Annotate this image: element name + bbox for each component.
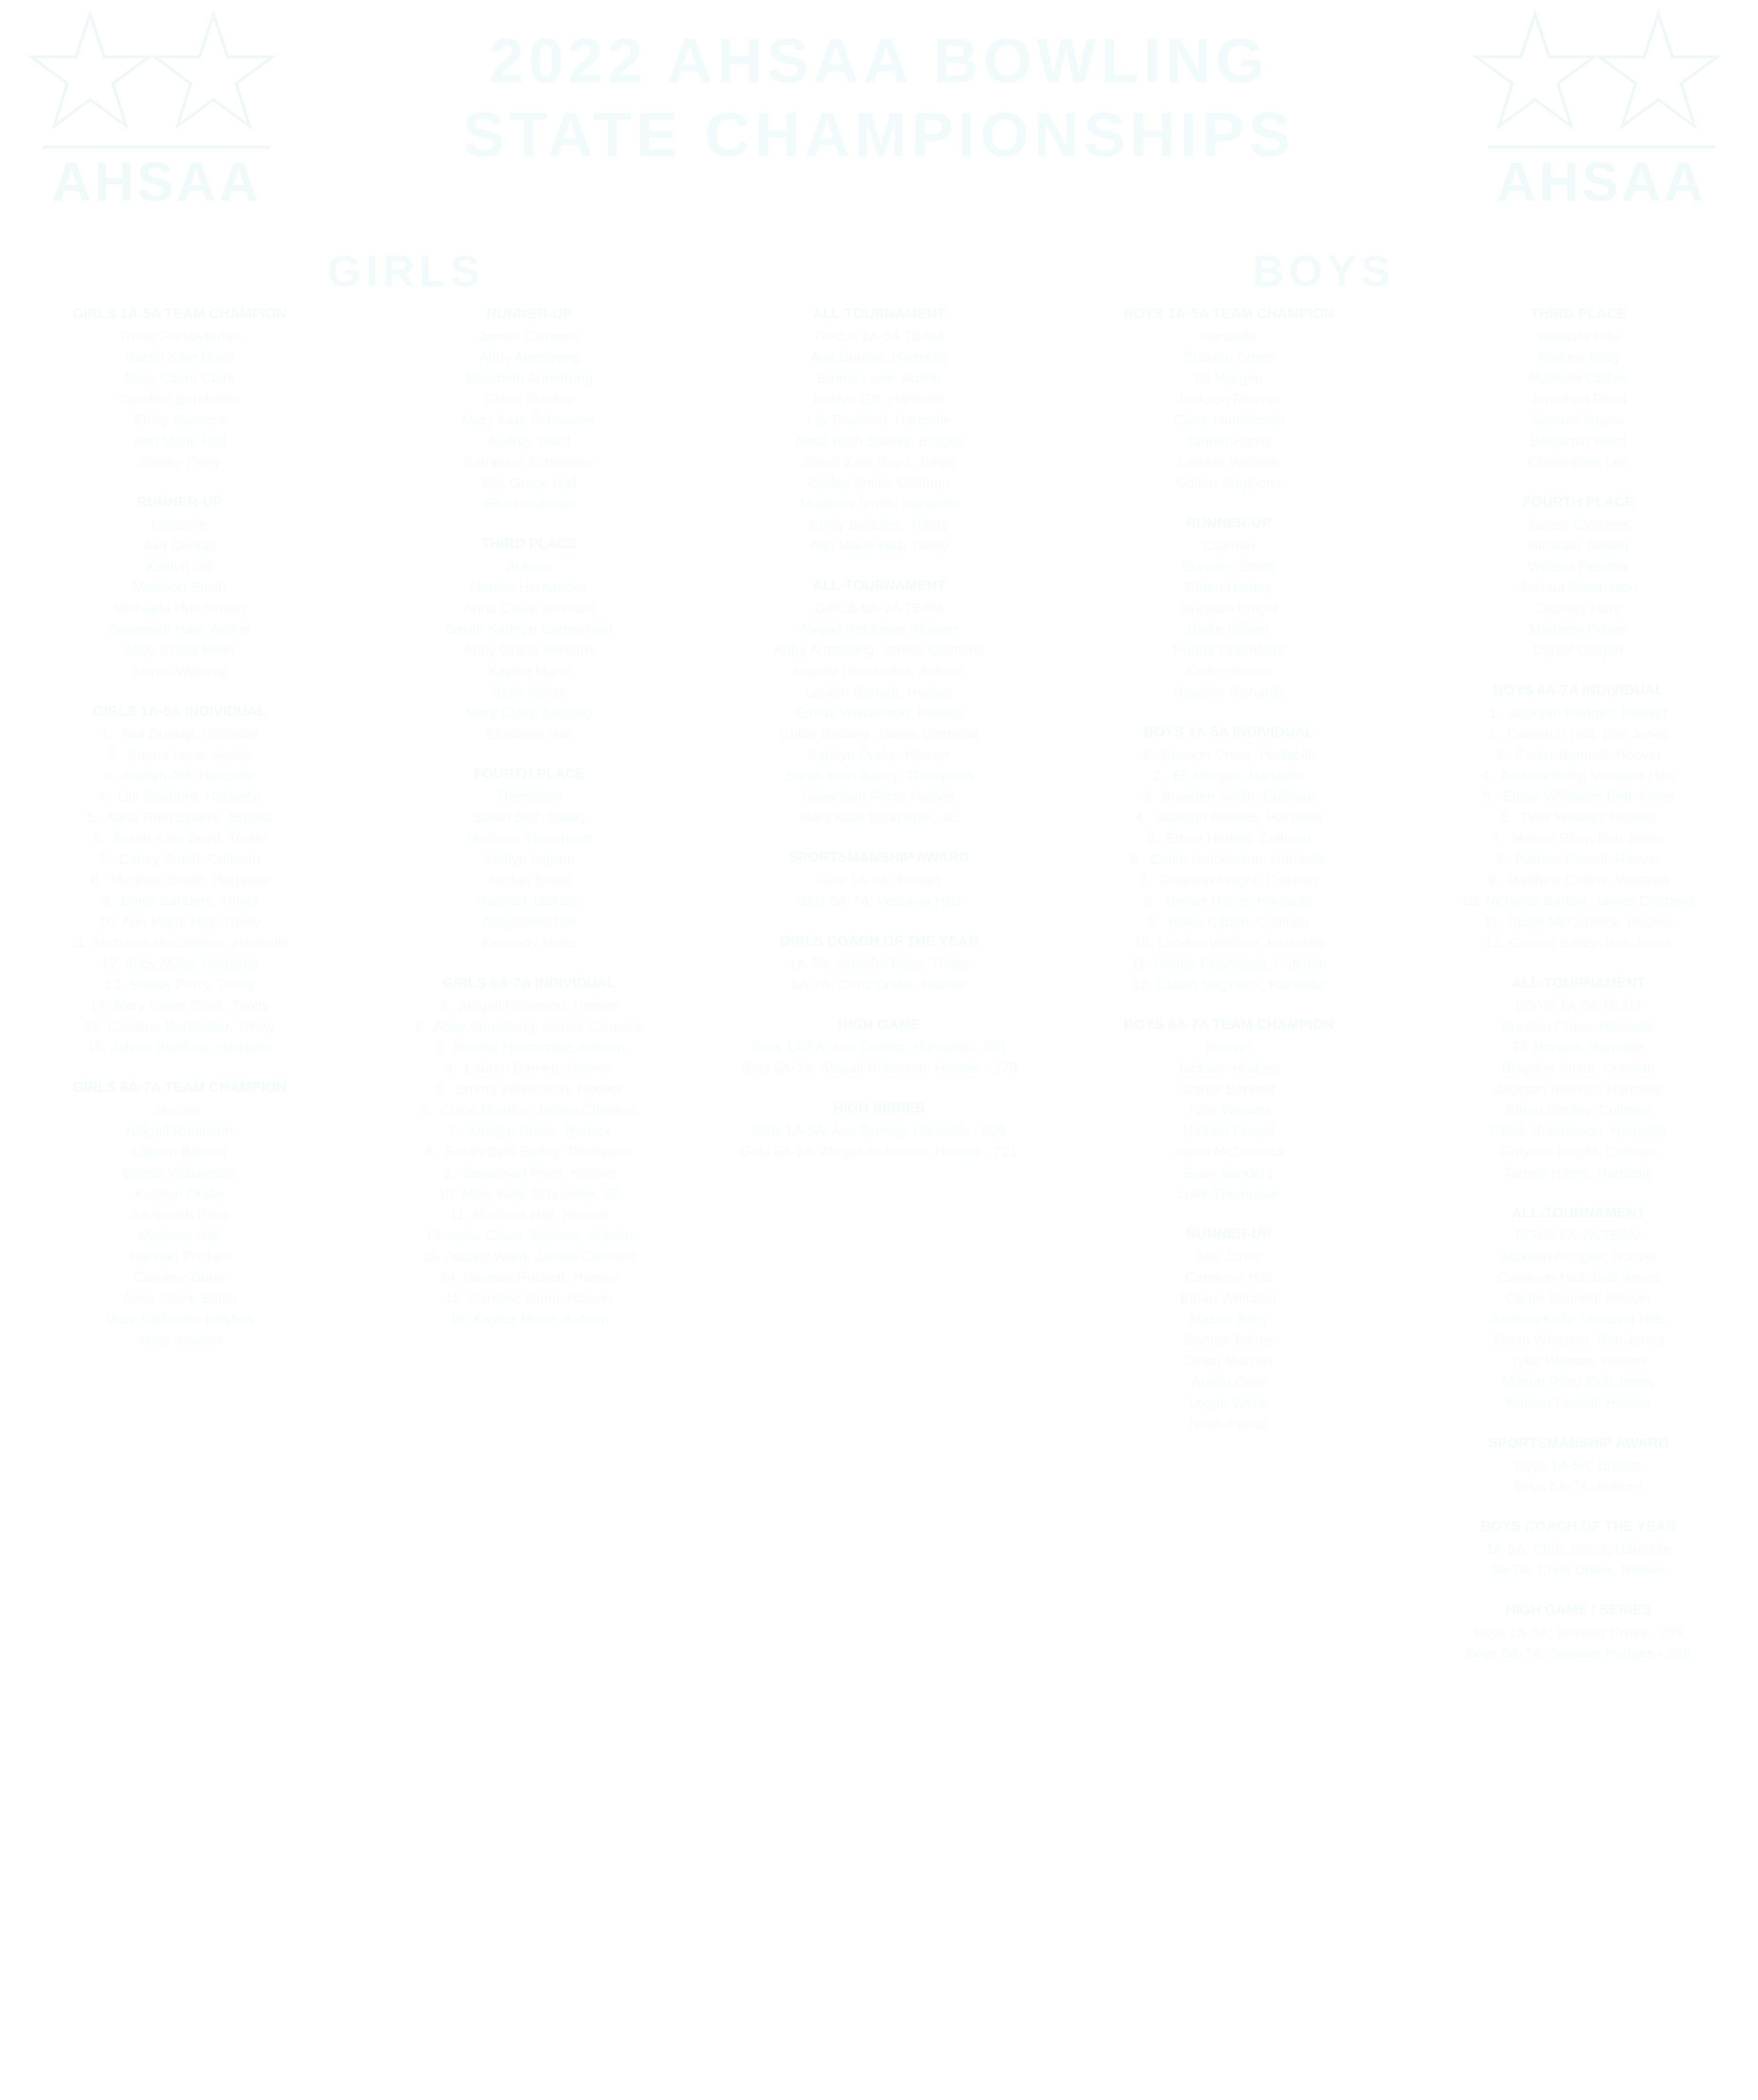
results-block	[366, 764, 693, 954]
result-row: 7. Mason Riley, Bob Jones	[1492, 830, 1665, 847]
results-block	[1415, 680, 1742, 954]
result-row: Natalie Hernandez	[470, 580, 589, 596]
result-row: 1A-5A: Chris Cross, Hartselle	[1485, 1541, 1672, 1557]
result-row: Hannah Prickett	[129, 1248, 231, 1264]
result-row: Jackson Hodges	[1176, 1060, 1282, 1077]
result-row: Nicholas Barton	[1528, 537, 1629, 553]
result-row: Madison Smith, Hartselle	[800, 496, 958, 512]
result-row: Ava Dunlap	[143, 537, 216, 553]
result-row: 2. Cameron Hall, Bob Jones	[1487, 726, 1670, 742]
result-row: 6. Tyler Weaver, Hoover	[1500, 810, 1656, 826]
result-row: Ethan Hartley	[1185, 580, 1272, 596]
block-title: GIRLS 1A-5A INDIVIDUAL	[93, 703, 267, 719]
block-title: GIRLS 1A-5A TEAM CHAMPION	[73, 306, 287, 322]
result-row: Kaden Brown	[1186, 663, 1272, 679]
block-title: HIGH GAME / SERIES	[1505, 1602, 1652, 1618]
results-block	[1415, 973, 1742, 1184]
result-row: Savannah Hale Walker	[107, 621, 252, 637]
boys-column-5	[1404, 304, 1753, 1683]
result-row: 8. Nathan Powell, Hoover	[1496, 851, 1661, 867]
result-row: Boys 6A-7A: Jackson Hodges - 298	[1466, 1646, 1691, 1662]
result-row: Anna Ruth Sparks, Brooks	[795, 433, 963, 449]
result-row: Lauren Barnett, Hoover	[805, 684, 953, 700]
result-row: 7. Carley Smith, Cullman	[99, 851, 260, 867]
result-row: Caroline Dunn	[134, 1270, 225, 1286]
result-row: Ella Grace Hall	[481, 475, 577, 491]
girls-column-3	[704, 304, 1054, 1683]
block-title: GIRLS 6A-7A TEAM CHAMPION	[73, 1079, 287, 1096]
result-row: Sarah Kathryn Carmichael	[445, 621, 613, 637]
result-row: Christopher Lee	[1527, 454, 1629, 470]
result-row: Jalynn Waldrep	[130, 663, 229, 679]
results-block	[715, 931, 1042, 995]
result-row: Kennedy Hicks	[481, 935, 577, 951]
result-row: Jacob McCormick	[1172, 1144, 1286, 1160]
result-row: Katherine Schroeder	[464, 454, 595, 470]
result-row: Abby Newton	[137, 1332, 222, 1348]
result-row: Boys 6A-7A: Auburn	[1514, 1478, 1643, 1494]
result-row: Mason Riley	[1189, 1311, 1268, 1327]
result-row: Abby Armstrong, James Clemens	[773, 642, 985, 658]
result-row: Mary Katherine Hughes	[105, 1311, 255, 1327]
result-row: 9. Blake Gilbert, Cullman	[1148, 914, 1310, 930]
block-title: RUNNER-UP	[1186, 1225, 1272, 1242]
result-row: Vestavia Hills	[1536, 329, 1621, 345]
page-title-line1: 2022 AHSAA BOWLING	[489, 26, 1269, 95]
result-row: Girls 1A-5A: Ava Dunlap, Hartselle - 268	[752, 1039, 1006, 1055]
result-row: Jackson Hodges, Hoover	[1499, 1248, 1658, 1264]
results-block	[715, 1098, 1042, 1162]
result-row: Landon Wallace	[1178, 454, 1280, 470]
result-row: Brayden Smith	[1182, 559, 1276, 575]
page-title	[332, 24, 1426, 172]
result-row: Connor Bailey	[1184, 1332, 1274, 1348]
results-block	[1415, 1516, 1742, 1581]
block-title: HIGH SERIES	[833, 1100, 925, 1116]
block-title: SPORTSMANSHIP AWARD	[788, 849, 970, 866]
result-row: 5. Ethan Whitaker, Bob Jones	[1482, 788, 1675, 804]
result-row: Elizabeth Armstrong	[465, 370, 593, 387]
result-row: Andrew Kelly	[1536, 350, 1620, 366]
result-row: 3. Carter Bennett, Hoover	[1495, 746, 1662, 763]
result-row: GIRLS 6A-7A TEAM	[814, 600, 944, 617]
result-row: Eli Morgan, Hartselle	[1512, 1040, 1645, 1055]
result-row: 11. Hunter Chambers, Cullman	[1131, 956, 1326, 972]
block-title: ALL-TOURNAMENT	[812, 578, 946, 594]
result-row: Braxton Cross	[1184, 350, 1274, 366]
block-title: THIRD PLACE	[1530, 306, 1627, 322]
result-row: 8. Madison Smith, Hartselle	[91, 872, 269, 888]
result-row: Nathan Powell	[1183, 1123, 1275, 1139]
result-row: 6. Sarah Kate Boyd, Trinity	[93, 830, 267, 847]
result-row: Abigail Mitchell	[481, 914, 577, 930]
block-title: HIGH GAME	[838, 1016, 920, 1032]
result-row: Girls 6A-7A: Vestavia Hills	[796, 893, 962, 909]
result-row: Auburn	[506, 559, 553, 575]
result-row: Jordan Stone	[487, 872, 572, 888]
result-row: 11. Jacob McCormick, Hoover	[1483, 914, 1674, 930]
block-title: BOYS COACH OF THE YEAR	[1480, 1518, 1676, 1534]
page-title-line2: STATE CHAMPIONSHIPS	[463, 99, 1295, 169]
block-title: ALL-TOURNAMENT	[1511, 975, 1645, 991]
result-row: Hoover	[1205, 1040, 1252, 1055]
result-row: Girls 1A-5A: Brooks	[816, 872, 942, 888]
result-row: Cullman	[1203, 537, 1255, 553]
result-row: Benjamin Ward	[1530, 433, 1627, 449]
result-row: Abby Grace Miller	[123, 642, 236, 658]
result-row: Natalie Hernandez, Auburn	[793, 663, 965, 679]
block-title: FOURTH PLACE	[473, 765, 585, 782]
result-row: Ethan Whitaker, Bob Jones	[1492, 1332, 1665, 1348]
result-row: Caleb Hutchinson	[1172, 412, 1285, 428]
result-row: Andrew Kelly, Vestavia Hills	[1491, 1311, 1666, 1327]
result-row: 15. Caroline Burkhalter, Trinity	[84, 1019, 275, 1034]
result-row: 5. Ethan Hartley, Cullman	[1146, 830, 1312, 847]
ahsaa-logo-right	[1454, 5, 1749, 232]
result-row: Abigail Robinson, Hoover	[798, 621, 960, 637]
result-row: 1. Abigail Robinson, Hoover	[439, 997, 620, 1013]
division-headings	[0, 247, 1758, 304]
result-row: 3. Kaitlyn Gill, Hartselle	[104, 767, 255, 783]
result-row: Cameron Hall	[1185, 1269, 1272, 1285]
result-row: 5. Anna Ruth Sparks, Brooks	[86, 810, 273, 826]
result-row: 6A-7A: Chris Drake, Hoover	[1490, 1562, 1667, 1578]
result-row: William Fletcher	[1527, 559, 1629, 575]
result-row: James Clemens	[478, 329, 581, 345]
result-row: Samuel Hayes	[1532, 412, 1625, 428]
result-row: Carter Bennett	[1182, 1081, 1275, 1097]
result-row: GIRLS 1A-5A TEAM	[814, 329, 944, 345]
result-row: Zachary Hunt	[1536, 600, 1621, 617]
result-row: Girls 6A-7A: Abigail Robinson, Hoover - 721	[740, 1144, 1018, 1160]
result-row: 4. Jackson Reeves, Hartselle	[1134, 810, 1323, 826]
result-row: 9. Matthew Collins, Vestavia	[1487, 872, 1670, 888]
result-row: Kaylee Mann	[488, 663, 571, 679]
result-row: Emma Williamson	[122, 1165, 237, 1181]
results-block	[1415, 1203, 1742, 1414]
result-row: Noah Pierce	[1189, 1416, 1268, 1432]
result-row: Elizabeth Hall	[486, 726, 573, 742]
result-row: Abigail Robinson	[126, 1123, 233, 1139]
result-row: Sarah Beth Bailey	[472, 810, 586, 826]
result-row: 1. Ava Dunlap, Hartselle	[101, 726, 258, 742]
result-row: Emily Sanders, Trinity	[810, 516, 948, 533]
result-row: Brayden Smith, Cullman	[1501, 1060, 1656, 1077]
result-row: 2. Emma Lane, Austin	[108, 746, 251, 763]
result-row: Kaitlyn Gill	[146, 559, 213, 575]
results-block	[1065, 1224, 1392, 1435]
result-row: 12. Anna Claire Johnson, Auburn	[425, 1227, 634, 1243]
results-block	[1065, 304, 1392, 494]
result-row: Shelby Perry	[139, 454, 221, 470]
block-title: RUNNER-UP	[486, 306, 572, 322]
result-row: Ann Marie Hall	[133, 433, 226, 449]
result-row: Emma Williamson, Hoover	[795, 705, 963, 721]
result-row: 14. Hannah Prickett, Hoover	[440, 1270, 619, 1286]
division-title-girls: GIRLS	[327, 247, 485, 295]
result-row: 14. Mary Claire Clark, Trinity	[90, 997, 269, 1013]
result-row: Girls 6A-7A: Abigail Robinson, Hoover - 279	[740, 1060, 1018, 1076]
results-columns	[0, 304, 1758, 1683]
result-row: Chloe Bradley	[484, 391, 574, 407]
result-row: Evan Sanders	[1184, 1165, 1274, 1181]
result-row: Colton Stephens	[1176, 475, 1282, 491]
results-block	[1415, 492, 1742, 661]
result-row: Hunter Chambers	[1172, 642, 1285, 658]
girls-column-2	[354, 304, 704, 1683]
result-row: Caleb Hutchinson, Hartselle	[1490, 1123, 1667, 1139]
result-row: 10. Nicholas Barton, James Clemens	[1461, 893, 1696, 909]
result-row: Austin Gray	[1191, 1374, 1266, 1390]
result-row: Madison Thompson	[467, 830, 592, 847]
result-row: Ethan Hartley, Cullman	[1506, 1102, 1651, 1118]
result-row: Lauren Barnett	[132, 1144, 227, 1160]
results-block	[1065, 513, 1392, 703]
result-row: Jonathan Reed	[1530, 391, 1627, 407]
result-row: 4. Andrew Kelly, Vestavia Hills	[1481, 767, 1675, 783]
result-row: Mary Claire Clark	[124, 370, 235, 387]
result-row: 10. Ann Marie Hall, Trinity	[98, 914, 261, 930]
result-row: Daniel Cooper	[1533, 642, 1624, 658]
results-block	[715, 575, 1042, 828]
result-row: Mary Claire Beasley	[465, 705, 593, 721]
result-row: 6A-7A: Chris Drake, Hoover	[791, 976, 967, 993]
results-block	[16, 701, 343, 1059]
result-row: Kaitlyn Ingram	[483, 851, 575, 867]
boys-column-4	[1054, 304, 1404, 1683]
block-title: RUNNER-UP	[137, 494, 222, 510]
result-row: Ava Dunlap, Hartselle	[810, 350, 948, 366]
result-row: 3. Brayden Smith, Cullman	[1142, 788, 1315, 804]
girls-column-1	[5, 304, 354, 1683]
result-row: 6. Chloe Bradley, James Clemens	[420, 1102, 638, 1118]
result-row: 4. Lauren Barnett, Hoover	[445, 1060, 613, 1077]
block-title: ALL-TOURNAMENT	[812, 306, 946, 322]
result-row: 10. Landon Wallace, Hartselle	[1134, 935, 1323, 951]
result-row: Carter Bennett, Hoover	[1505, 1290, 1652, 1307]
result-row: Savannah Price, Hoover	[802, 789, 956, 805]
result-row: Jackson Reeves, Hartselle	[1494, 1081, 1663, 1097]
result-row: Madison Smith	[132, 580, 227, 596]
division-title-boys: BOYS	[1252, 247, 1395, 295]
result-row: Cameron Hall, Bob Jones	[1497, 1269, 1660, 1285]
result-row: 7. Katelyn Drake, Hoover	[448, 1123, 611, 1139]
result-row: 6. Caleb Hutchinson, Hartselle	[1130, 851, 1327, 867]
result-row: Tanner Harris, Hartselle	[1503, 1165, 1653, 1181]
result-row: Eli Morgan	[1194, 370, 1263, 387]
result-row: Logan Webb	[1188, 1395, 1269, 1411]
block-title: BOYS 1A-5A INDIVIDUAL	[1143, 724, 1314, 740]
result-row: Emma Lane, Austin	[817, 370, 941, 387]
result-row: Tyler Weaver, Hoover	[1510, 1353, 1647, 1369]
block-title: FOURTH PLACE	[1522, 494, 1634, 510]
result-row: Boys 1A-5A: Brooks	[1515, 1457, 1642, 1474]
result-row: 16. Kaylee Mann, Auburn	[449, 1311, 610, 1327]
result-row: 11. Michaela Hutchinson, Hartselle	[70, 935, 289, 951]
result-row: Thompson	[495, 788, 563, 804]
result-row: Sarah Beth Bailey, Thompson	[785, 767, 973, 783]
result-row: Katelyn Drake	[135, 1186, 224, 1202]
results-block	[1065, 1014, 1392, 1205]
result-row: Joshua Sanderson	[1519, 580, 1638, 596]
result-row: 4. Lily Bradford, Hartselle	[98, 788, 262, 804]
results-block	[366, 304, 693, 515]
result-row: 12. Connor Bailey, Bob Jones	[1485, 935, 1672, 951]
result-row: Ethan Whitaker	[1180, 1290, 1277, 1307]
results-block	[1415, 1433, 1742, 1497]
result-row: Sarah Kate Boyd	[126, 350, 234, 366]
result-row: Hoover	[157, 1102, 203, 1118]
result-row: Blake Gilbert	[1188, 621, 1270, 637]
result-row: Anna Claire Smith	[122, 1290, 237, 1307]
result-row: Mary Kate Schroeder, JC	[799, 810, 959, 826]
result-row: Luke Thompson	[1177, 1186, 1280, 1202]
block-title: ALL-TOURNAMENT	[1511, 1205, 1645, 1221]
results-block	[715, 1014, 1042, 1079]
block-title: BOYS 1A-5A TEAM CHAMPION	[1123, 306, 1334, 322]
result-row: Tyler Weaver	[1187, 1102, 1271, 1118]
result-row: Sarah Kate Boyd, Trinity	[802, 454, 956, 470]
result-row: 2. Eli Morgan, Hartselle	[1153, 767, 1305, 783]
result-row: Bob Jones	[1195, 1248, 1263, 1264]
result-row: 1A-5A: Jennifer Boyd, Trinity	[788, 956, 970, 972]
result-row: 2. Abby Armstrong, James Clemens	[414, 1018, 645, 1034]
result-row: Chloe Bradley, James Clemens	[780, 726, 978, 742]
result-row: Ann Marie Hall, Trinity	[809, 538, 949, 554]
result-row: Mason Riley, Bob Jones	[1502, 1374, 1655, 1390]
result-row: Grayson Knight	[1179, 600, 1278, 617]
results-block	[1415, 304, 1742, 473]
result-row: 11. Madison Hall, Hoover	[450, 1207, 609, 1223]
result-row: 1. Braxton Cross, Hartselle	[1141, 746, 1316, 763]
result-row: Matthew Collins	[1528, 370, 1629, 387]
result-row: 7. Grayson Knight, Cullman	[1139, 872, 1318, 888]
results-block	[16, 492, 343, 682]
result-row: 13. Audrey Ward, James Clemens	[421, 1248, 637, 1264]
result-row: 12. Colton Stephens, Hartselle	[1132, 976, 1325, 993]
ahsaa-logo-left	[9, 5, 304, 232]
result-row: Matthew Prince	[1529, 621, 1628, 637]
result-row: Michaela Hutchinson	[113, 600, 246, 617]
result-row: Abby Grace Williams	[463, 642, 595, 658]
results-block	[715, 847, 1042, 912]
result-row: 9. Savannah Price, Hoover	[442, 1165, 617, 1181]
result-row: 3. Natalie Hernandez, Auburn	[434, 1040, 625, 1055]
result-row: Hartselle	[1201, 329, 1257, 345]
result-row: 8. Sarah Beth Bailey, Thompson	[426, 1144, 633, 1160]
results-block	[16, 1077, 343, 1351]
result-row: Girls 1A-5A: Ava Dunlap, Hartselle - 696	[752, 1123, 1006, 1139]
logo-text-right: AHSAA	[1496, 151, 1707, 212]
result-row: 9. Emily Sanders, Trinity	[101, 893, 259, 909]
result-row: Tanner Harris	[1186, 433, 1272, 449]
result-row: Kaitlyn Gill, Hartselle	[813, 391, 945, 407]
results-block	[1065, 722, 1392, 995]
page-header	[0, 0, 1758, 247]
result-row: Hartselle	[151, 516, 208, 533]
block-title: GIRLS COACH OF THE YEAR	[779, 933, 979, 949]
result-row: Nathan Powell, Hoover	[1506, 1395, 1651, 1411]
result-row: BOYS 6A-7A TEAM	[1516, 1227, 1641, 1243]
result-row: Dylan Mitchell	[1184, 1353, 1273, 1369]
block-title: THIRD PLACE	[481, 535, 577, 552]
result-row: Caroline Burkhalter	[119, 391, 241, 407]
result-row: Lily Bradford, Hartselle	[807, 412, 951, 428]
result-row: 16. Jalynn Waldrep, Hartselle	[87, 1040, 272, 1056]
result-row: Carley Smith, Cullman	[808, 475, 950, 491]
result-row: 12. Abby Miller, Hartselle	[101, 956, 258, 972]
result-row: Trinity Presbyterian	[118, 329, 241, 345]
result-row: Audrey Ward	[488, 433, 571, 449]
result-row: Dawson Richards	[1173, 684, 1285, 700]
block-title: BOYS 6A-7A INDIVIDUAL	[1493, 682, 1664, 698]
result-row: Emily Sanders	[133, 412, 226, 428]
result-row: Savannah Price	[129, 1207, 230, 1223]
result-row: Boys 1A-5A: Braxton Cross - 289	[1473, 1625, 1684, 1641]
result-row: Ellie Hardiman	[483, 496, 576, 512]
result-row: 8. Tanner Harris, Hartselle	[1144, 893, 1314, 909]
result-row: 1. Jackson Hodges, Hoover	[1489, 705, 1668, 721]
results-block	[1415, 1600, 1742, 1664]
result-row: Katelyn Drake, Hoover	[807, 746, 951, 763]
result-row: James Clemens	[1527, 516, 1629, 533]
block-title: RUNNER-UP	[1186, 515, 1272, 531]
result-row: 5. Emma Williamson, Hoover	[435, 1081, 623, 1097]
block-title: SPORTSMANSHIP AWARD	[1488, 1435, 1669, 1451]
results-block	[16, 304, 343, 473]
result-row: Grayson Knight, Cullman	[1499, 1144, 1658, 1160]
result-row: 10. Mary Kate Schroeder, JC	[438, 1186, 621, 1202]
result-row: Madison Hall	[138, 1227, 221, 1243]
result-row: 13. Shelby Perry, Trinity	[104, 976, 255, 993]
result-row: Braxton Cross, Hartselle	[1501, 1018, 1656, 1034]
result-row: BOYS 1A-5A TEAM	[1516, 997, 1641, 1013]
result-row: Anna Claire Johnson	[463, 600, 596, 617]
result-row: Hannah Jackson	[476, 893, 583, 909]
results-block	[366, 973, 693, 1330]
result-row: 15. Caroline Dunn, Hoover	[445, 1290, 614, 1307]
result-row: Mary Kate Schroeder	[462, 412, 597, 428]
result-row: Abby Armstrong	[479, 350, 580, 366]
block-title: BOYS 6A-7A TEAM CHAMPION	[1123, 1016, 1334, 1032]
result-row: Jackson Reeves	[1176, 391, 1281, 407]
block-title: GIRLS 6A-7A INDIVIDUAL	[443, 975, 616, 991]
results-block	[366, 534, 693, 745]
logo-text-left: AHSAA	[51, 151, 262, 212]
result-row: Bella Marks	[492, 684, 567, 700]
results-block	[715, 304, 1042, 556]
